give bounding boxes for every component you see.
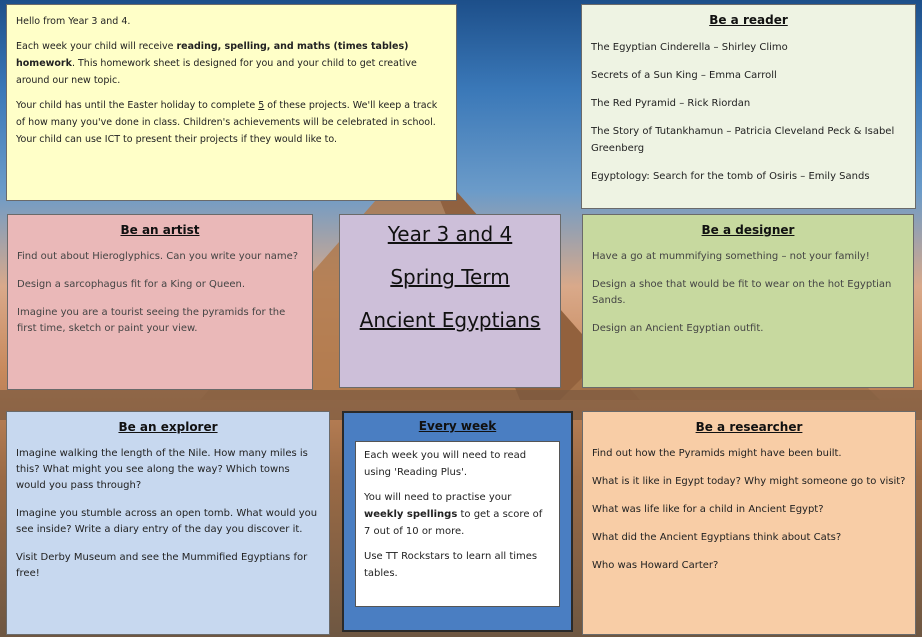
reader-item: The Story of Tutankhamun – Patricia Cleveland Peck & Isabel Greenberg — [591, 126, 895, 154]
intro-paragraph-2 — [16, 97, 447, 148]
researcher-item: Who was Howard Carter? — [592, 560, 719, 571]
explorer-heading: Be an explorer — [118, 420, 218, 434]
intro-p2-number: 5 — [258, 100, 265, 111]
researcher-heading: Be a researcher — [695, 420, 803, 434]
title-topic: Ancient Egyptians — [359, 308, 541, 332]
every-week-item2-end: to get a score of 7 out of 10 or more. — [364, 509, 543, 537]
designer-panel — [582, 214, 914, 388]
researcher-item: What was life like for a child in Ancient Egypt? — [592, 504, 824, 515]
artist-item: Imagine you are a tourist seeing the pyramids for the first time, sketch or paint your view. — [17, 307, 286, 334]
artist-panel — [7, 214, 313, 390]
intro-greeting: Hello from Year 3 and 4. — [16, 16, 131, 27]
explorer-panel — [6, 411, 330, 635]
reader-item: Egyptology: Search for the tomb of Osiris – Emily Sands — [591, 171, 870, 182]
every-week-item: Use TT Rockstars to learn all times tables. — [364, 551, 538, 579]
designer-item: Design a shoe that would be fit to wear on the hot Egyptian Sands. — [592, 279, 892, 306]
every-week-item: Each week you will need to read using 'Reading Plus'. — [364, 450, 527, 478]
researcher-item: Find out how the Pyramids might have been built. — [592, 448, 842, 459]
artist-heading: Be an artist — [120, 223, 200, 237]
intro-p2-start: Your child has until the Easter holiday to complete — [16, 100, 259, 111]
artist-item: Design a sarcophagus fit for a King or Queen. — [17, 279, 246, 290]
every-week-content — [355, 441, 560, 607]
artist-item: Find out about Hieroglyphics. Can you write your name? — [17, 251, 299, 262]
title-year: Year 3 and 4 — [387, 222, 513, 246]
title-term: Spring Term — [390, 265, 510, 289]
designer-item: Design an Ancient Egyptian outfit. — [592, 323, 764, 334]
intro-paragraph-1 — [16, 38, 447, 89]
designer-heading: Be a designer — [701, 223, 795, 237]
researcher-item: What did the Ancient Egyptians think about Cats? — [592, 532, 842, 543]
explorer-item: Imagine you stumble across an open tomb. What would you see inside? Write a diary entry of the day you discover it. — [16, 508, 318, 535]
intro-p1-start: Each week your child will receive — [16, 41, 177, 52]
every-week-item — [364, 489, 551, 540]
researcher-panel — [582, 411, 916, 635]
every-week-item2-start: You will need to practise your — [364, 492, 512, 503]
intro-p1-end: . This homework sheet is designed for you and your child to get creative around our new topic. — [16, 58, 417, 86]
reader-item: The Red Pyramid – Rick Riordan — [591, 98, 751, 109]
reader-item: The Egyptian Cinderella – Shirley Climo — [591, 42, 788, 53]
every-week-heading: Every week — [418, 419, 497, 433]
explorer-item: Imagine walking the length of the Nile. How many miles is this? What might you see along the way? Which towns would you pass through? — [16, 448, 308, 491]
researcher-item: What is it like in Egypt today? Why might someone go to visit? — [592, 476, 906, 487]
reader-heading: Be a reader — [709, 13, 788, 27]
designer-item: Have a go at mummifying something – not your family! — [592, 251, 870, 262]
intro-p1-bold: reading, spelling, and maths (times tables) homework — [16, 41, 409, 69]
reader-item: Secrets of a Sun King – Emma Carroll — [591, 70, 777, 81]
reader-panel — [581, 4, 916, 209]
every-week-item2-bold: weekly spellings — [364, 509, 458, 520]
title-panel — [339, 214, 561, 388]
explorer-item: Visit Derby Museum and see the Mummified Egyptians for free! — [16, 552, 308, 579]
intro-panel — [6, 4, 457, 201]
intro-p2-end: of these projects. We'll keep a track of how many you've done in class. Children's achievements will be celebrated in school. Your child can use ICT to present their projects if they would like to. — [16, 100, 438, 145]
every-week-panel — [342, 411, 573, 632]
